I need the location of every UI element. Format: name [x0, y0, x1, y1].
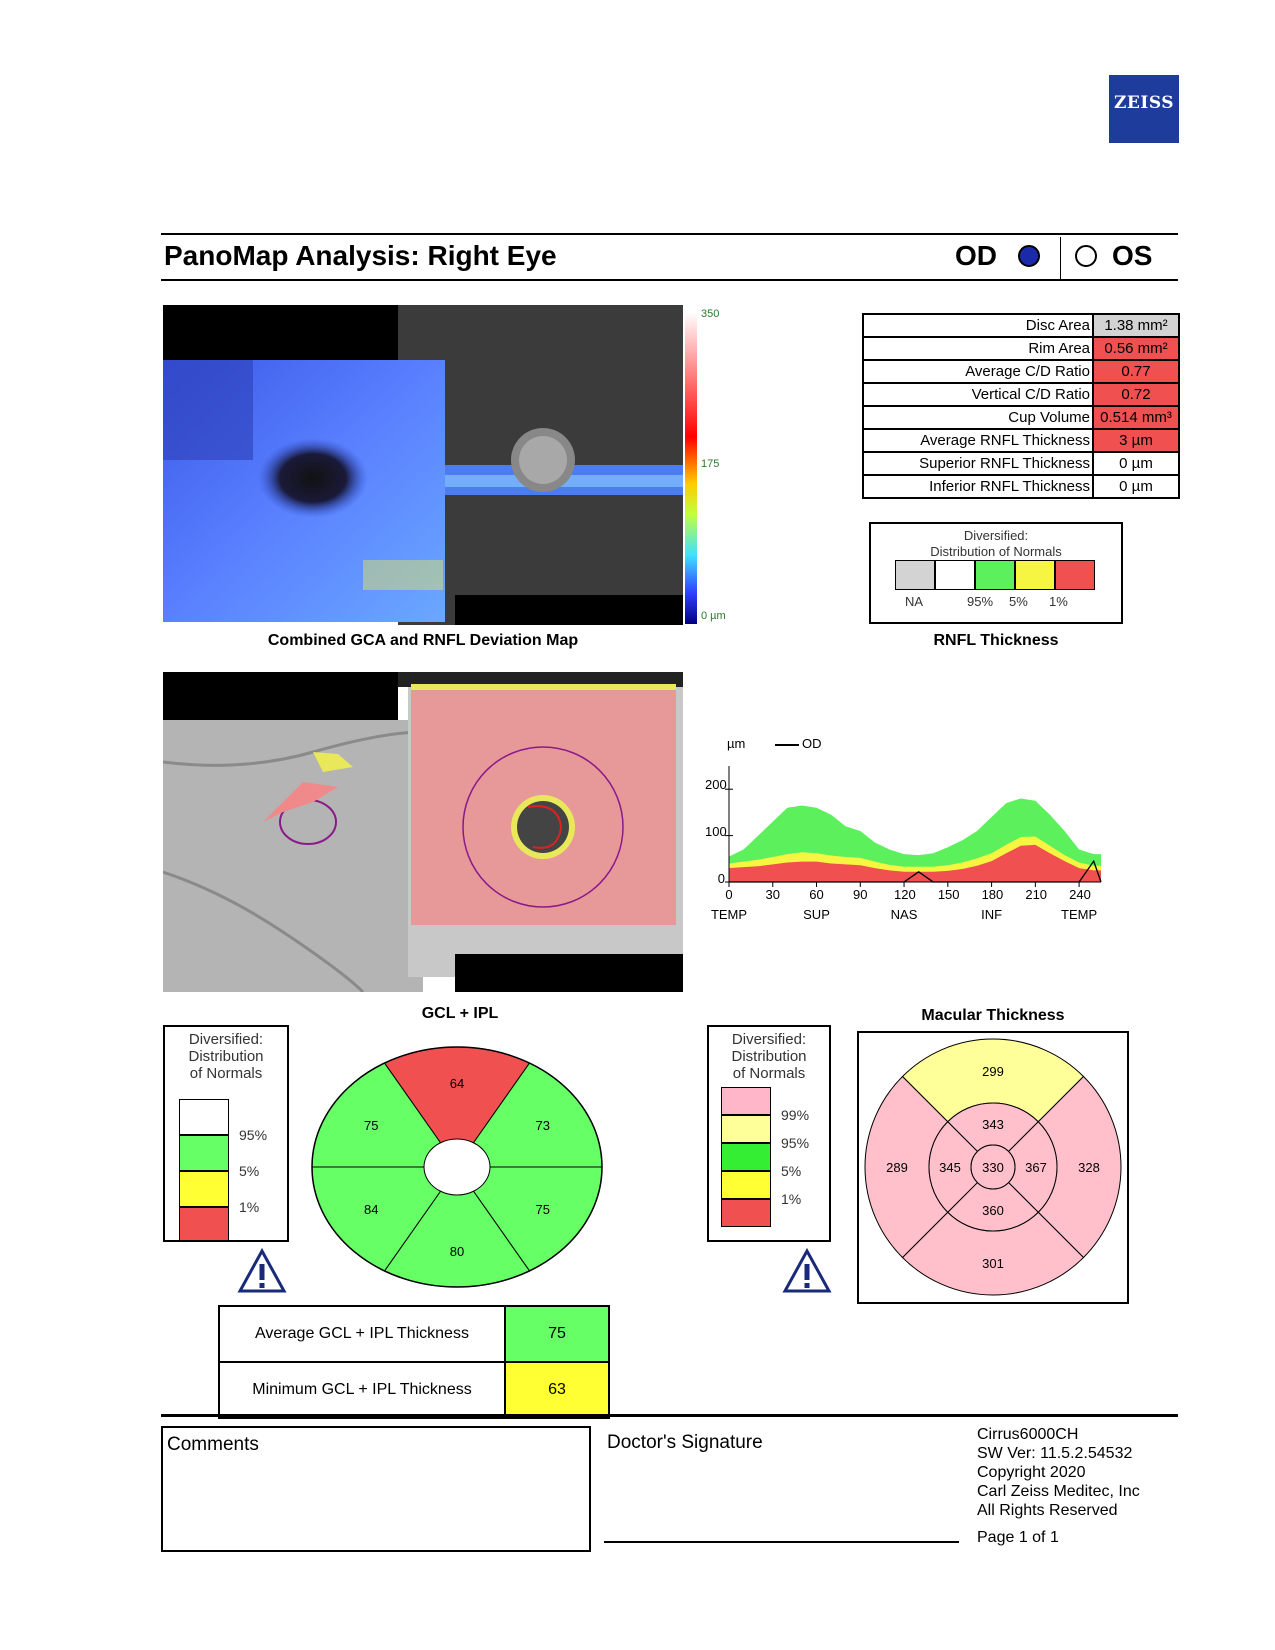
gcl-sector-value: 84 — [364, 1202, 379, 1217]
macular-center-value: 330 — [982, 1160, 1004, 1175]
gcl-warning-icon — [237, 1248, 287, 1294]
device-name: Cirrus6000CH — [977, 1426, 1079, 1443]
macular-swatch-lightyellow — [721, 1115, 771, 1143]
gcl-summary-table — [218, 1305, 610, 1419]
min-gcl-label: Minimum GCL + IPL Thickness — [219, 1362, 505, 1418]
tsnit-y-unit: µm — [727, 736, 746, 751]
tsnit-xtick: 120 — [894, 887, 916, 902]
macular-value-inner-superior: 343 — [982, 1117, 1004, 1132]
rnfl-param-row — [863, 429, 1179, 452]
min-gcl-value: 63 — [505, 1362, 609, 1418]
gcl-sector-value: 80 — [449, 1244, 465, 1259]
gcl-legend-1: 1% — [239, 1199, 260, 1215]
rnfl-param-value: 0.72 — [1093, 383, 1179, 406]
comments-box[interactable] — [161, 1426, 591, 1552]
rnfl-param-value: 0.77 — [1093, 360, 1179, 383]
gcl-legend-95: 95% — [239, 1127, 268, 1143]
device-info — [977, 1425, 1140, 1520]
signature-label: Doctor's Signature — [607, 1432, 763, 1453]
copyright: Copyright 2020 — [977, 1464, 1086, 1481]
legend-swatch-95 — [935, 560, 975, 590]
rnfl-param-label: Disc Area — [863, 314, 1093, 337]
macular-value-inner-inferior: 360 — [982, 1203, 1004, 1218]
macular-legend-1: 1% — [781, 1191, 802, 1207]
od-label: OD — [955, 240, 997, 271]
tsnit-xtick: 90 — [853, 887, 868, 902]
header-bottom-rule — [161, 279, 1178, 281]
gcl-title: GCL + IPL — [421, 1005, 499, 1022]
tsnit-ytick-0: 0 — [717, 871, 725, 886]
gcl-sector-value: 75 — [364, 1118, 379, 1133]
legend-swatch-5 — [975, 560, 1015, 590]
scale-label-mid: 175 — [701, 458, 720, 470]
gcl-sector-value: 75 — [535, 1202, 550, 1217]
macular-title: Macular Thickness — [921, 1007, 1065, 1024]
signature-line[interactable] — [604, 1541, 959, 1543]
tsnit-xtick: 210 — [1025, 887, 1048, 902]
thickness-color-scale — [685, 312, 697, 624]
macular-value-outer-inferior: 301 — [982, 1256, 1004, 1271]
macular-swatch-pink — [721, 1087, 771, 1115]
rnfl-param-row — [863, 452, 1179, 475]
rnfl-legend-title-1: Diversified: — [963, 528, 1029, 543]
comments-label: Comments — [167, 1434, 259, 1455]
macular-legend — [707, 1025, 831, 1242]
macular-value-outer-temporal: 289 — [886, 1160, 908, 1175]
macular-legend-95: 95% — [781, 1135, 810, 1151]
tsnit-region-label: NAS — [890, 907, 918, 922]
rnfl-param-label: Vertical C/D Ratio — [863, 383, 1093, 406]
macular-value-outer-superior: 299 — [982, 1064, 1004, 1079]
scale-label-min: 0 µm — [701, 610, 726, 622]
tsnit-region-label: SUP — [803, 907, 830, 922]
gcl-legend-5: 5% — [239, 1163, 260, 1179]
od-selected-radio — [1018, 245, 1040, 267]
rnfl-param-value: 0.56 mm² — [1093, 337, 1179, 360]
min-gcl-row — [219, 1362, 609, 1418]
legend-swatch-outside — [1055, 560, 1095, 590]
rnfl-param-label: Average C/D Ratio — [863, 360, 1093, 383]
company: Carl Zeiss Meditec, Inc — [977, 1483, 1140, 1500]
gcl-swatch-red — [179, 1207, 229, 1241]
macular-value-outer-nasal: 328 — [1078, 1160, 1100, 1175]
logo-text: ZEISS — [1114, 93, 1174, 113]
macular-value-inner-nasal: 367 — [1025, 1160, 1047, 1175]
gcl-legend-title: Diversified: Distribution of Normals — [188, 1031, 264, 1082]
rights: All Rights Reserved — [977, 1502, 1118, 1519]
legend-swatch-na — [895, 560, 935, 590]
rnfl-param-row — [863, 314, 1179, 337]
macular-legend-99: 99% — [781, 1107, 810, 1123]
rnfl-param-row — [863, 383, 1179, 406]
macular-value-inner-temporal: 345 — [939, 1160, 961, 1175]
avg-gcl-label: Average GCL + IPL Thickness — [219, 1306, 505, 1362]
rnfl-tsnit-chart — [705, 732, 1145, 942]
macular-swatch-yellow — [721, 1171, 771, 1199]
rnfl-param-value: 0 µm — [1093, 475, 1179, 498]
rnfl-legend — [869, 522, 1123, 624]
rnfl-param-row — [863, 337, 1179, 360]
os-label: OS — [1112, 240, 1153, 271]
tsnit-xtick: 240 — [1069, 887, 1091, 902]
scale-label-max: 350 — [701, 308, 720, 320]
macular-legend-title: Diversified: Distribution of Normals — [731, 1031, 807, 1082]
tsnit-xtick: 180 — [981, 887, 1004, 902]
rnfl-param-label: Cup Volume — [863, 406, 1093, 429]
macular-etdrs-grid — [857, 1031, 1129, 1304]
tsnit-xtick: 0 — [725, 887, 733, 902]
tsnit-region-label: TEMP — [1061, 907, 1098, 922]
rnfl-param-row — [863, 406, 1179, 429]
avg-gcl-value: 75 — [505, 1306, 609, 1362]
os-radio — [1075, 245, 1097, 267]
legend-label-5: 5% — [1009, 594, 1028, 609]
deviation-map-caption: Combined GCA and RNFL Deviation Map — [267, 632, 579, 649]
rnfl-param-label: Superior RNFL Thickness — [863, 452, 1093, 475]
rnfl-param-row — [863, 475, 1179, 498]
gcl-ipl-sector-map — [310, 1045, 604, 1289]
tsnit-xtick: 30 — [765, 887, 780, 902]
avg-gcl-row — [219, 1306, 609, 1362]
gcl-swatch-green — [179, 1135, 229, 1171]
rnfl-legend-title-2: Distribution of Normals — [930, 544, 1062, 559]
tsnit-ytick-200: 200 — [705, 777, 727, 792]
rnfl-param-value: 3 µm — [1093, 429, 1179, 452]
tsnit-xtick: 150 — [937, 887, 960, 902]
sw-version: SW Ver: 11.5.2.54532 — [977, 1445, 1133, 1462]
tsnit-xtick: 60 — [809, 887, 824, 902]
macular-swatch-red — [721, 1199, 771, 1227]
header-top-rule — [161, 233, 1178, 235]
rnfl-param-value: 1.38 mm² — [1093, 314, 1179, 337]
legend-label-95: 95% — [967, 594, 994, 609]
rnfl-param-label: Rim Area — [863, 337, 1093, 360]
rnfl-param-value: 0.514 mm³ — [1093, 406, 1179, 429]
tsnit-region-label: INF — [981, 907, 1003, 922]
tsnit-legend-line — [775, 744, 799, 746]
macular-warning-icon — [782, 1248, 832, 1294]
legend-label-1: 1% — [1049, 594, 1068, 609]
rnfl-param-row — [863, 360, 1179, 383]
page-title: PanoMap Analysis: Right Eye — [164, 240, 557, 271]
fundus-deviation-image — [163, 672, 683, 992]
combined-deviation-map — [163, 305, 683, 625]
eye-separator — [1060, 237, 1061, 279]
macular-legend-5: 5% — [781, 1163, 802, 1179]
zeiss-logo — [1109, 75, 1179, 143]
rnfl-thickness-caption: RNFL Thickness — [933, 632, 1059, 649]
legend-label-na: NA — [905, 594, 924, 609]
tsnit-legend-label: OD — [802, 736, 822, 751]
rnfl-param-label: Inferior RNFL Thickness — [863, 475, 1093, 498]
gcl-swatch-white — [179, 1099, 229, 1135]
tsnit-ytick-100: 100 — [705, 824, 727, 839]
gcl-swatch-yellow — [179, 1171, 229, 1207]
rnfl-parameter-table — [862, 313, 1180, 499]
gcl-legend — [163, 1025, 289, 1242]
legend-swatch-1 — [1015, 560, 1055, 590]
gcl-sector-value: 73 — [535, 1118, 550, 1133]
macular-swatch-green — [721, 1143, 771, 1171]
tsnit-region-label: TEMP — [710, 907, 748, 922]
footer-rule — [161, 1414, 1178, 1417]
rnfl-param-label: Average RNFL Thickness — [863, 429, 1093, 452]
rnfl-param-value: 0 µm — [1093, 452, 1179, 475]
gcl-sector-value: 64 — [449, 1076, 465, 1091]
page-number: Page 1 of 1 — [977, 1529, 1059, 1546]
